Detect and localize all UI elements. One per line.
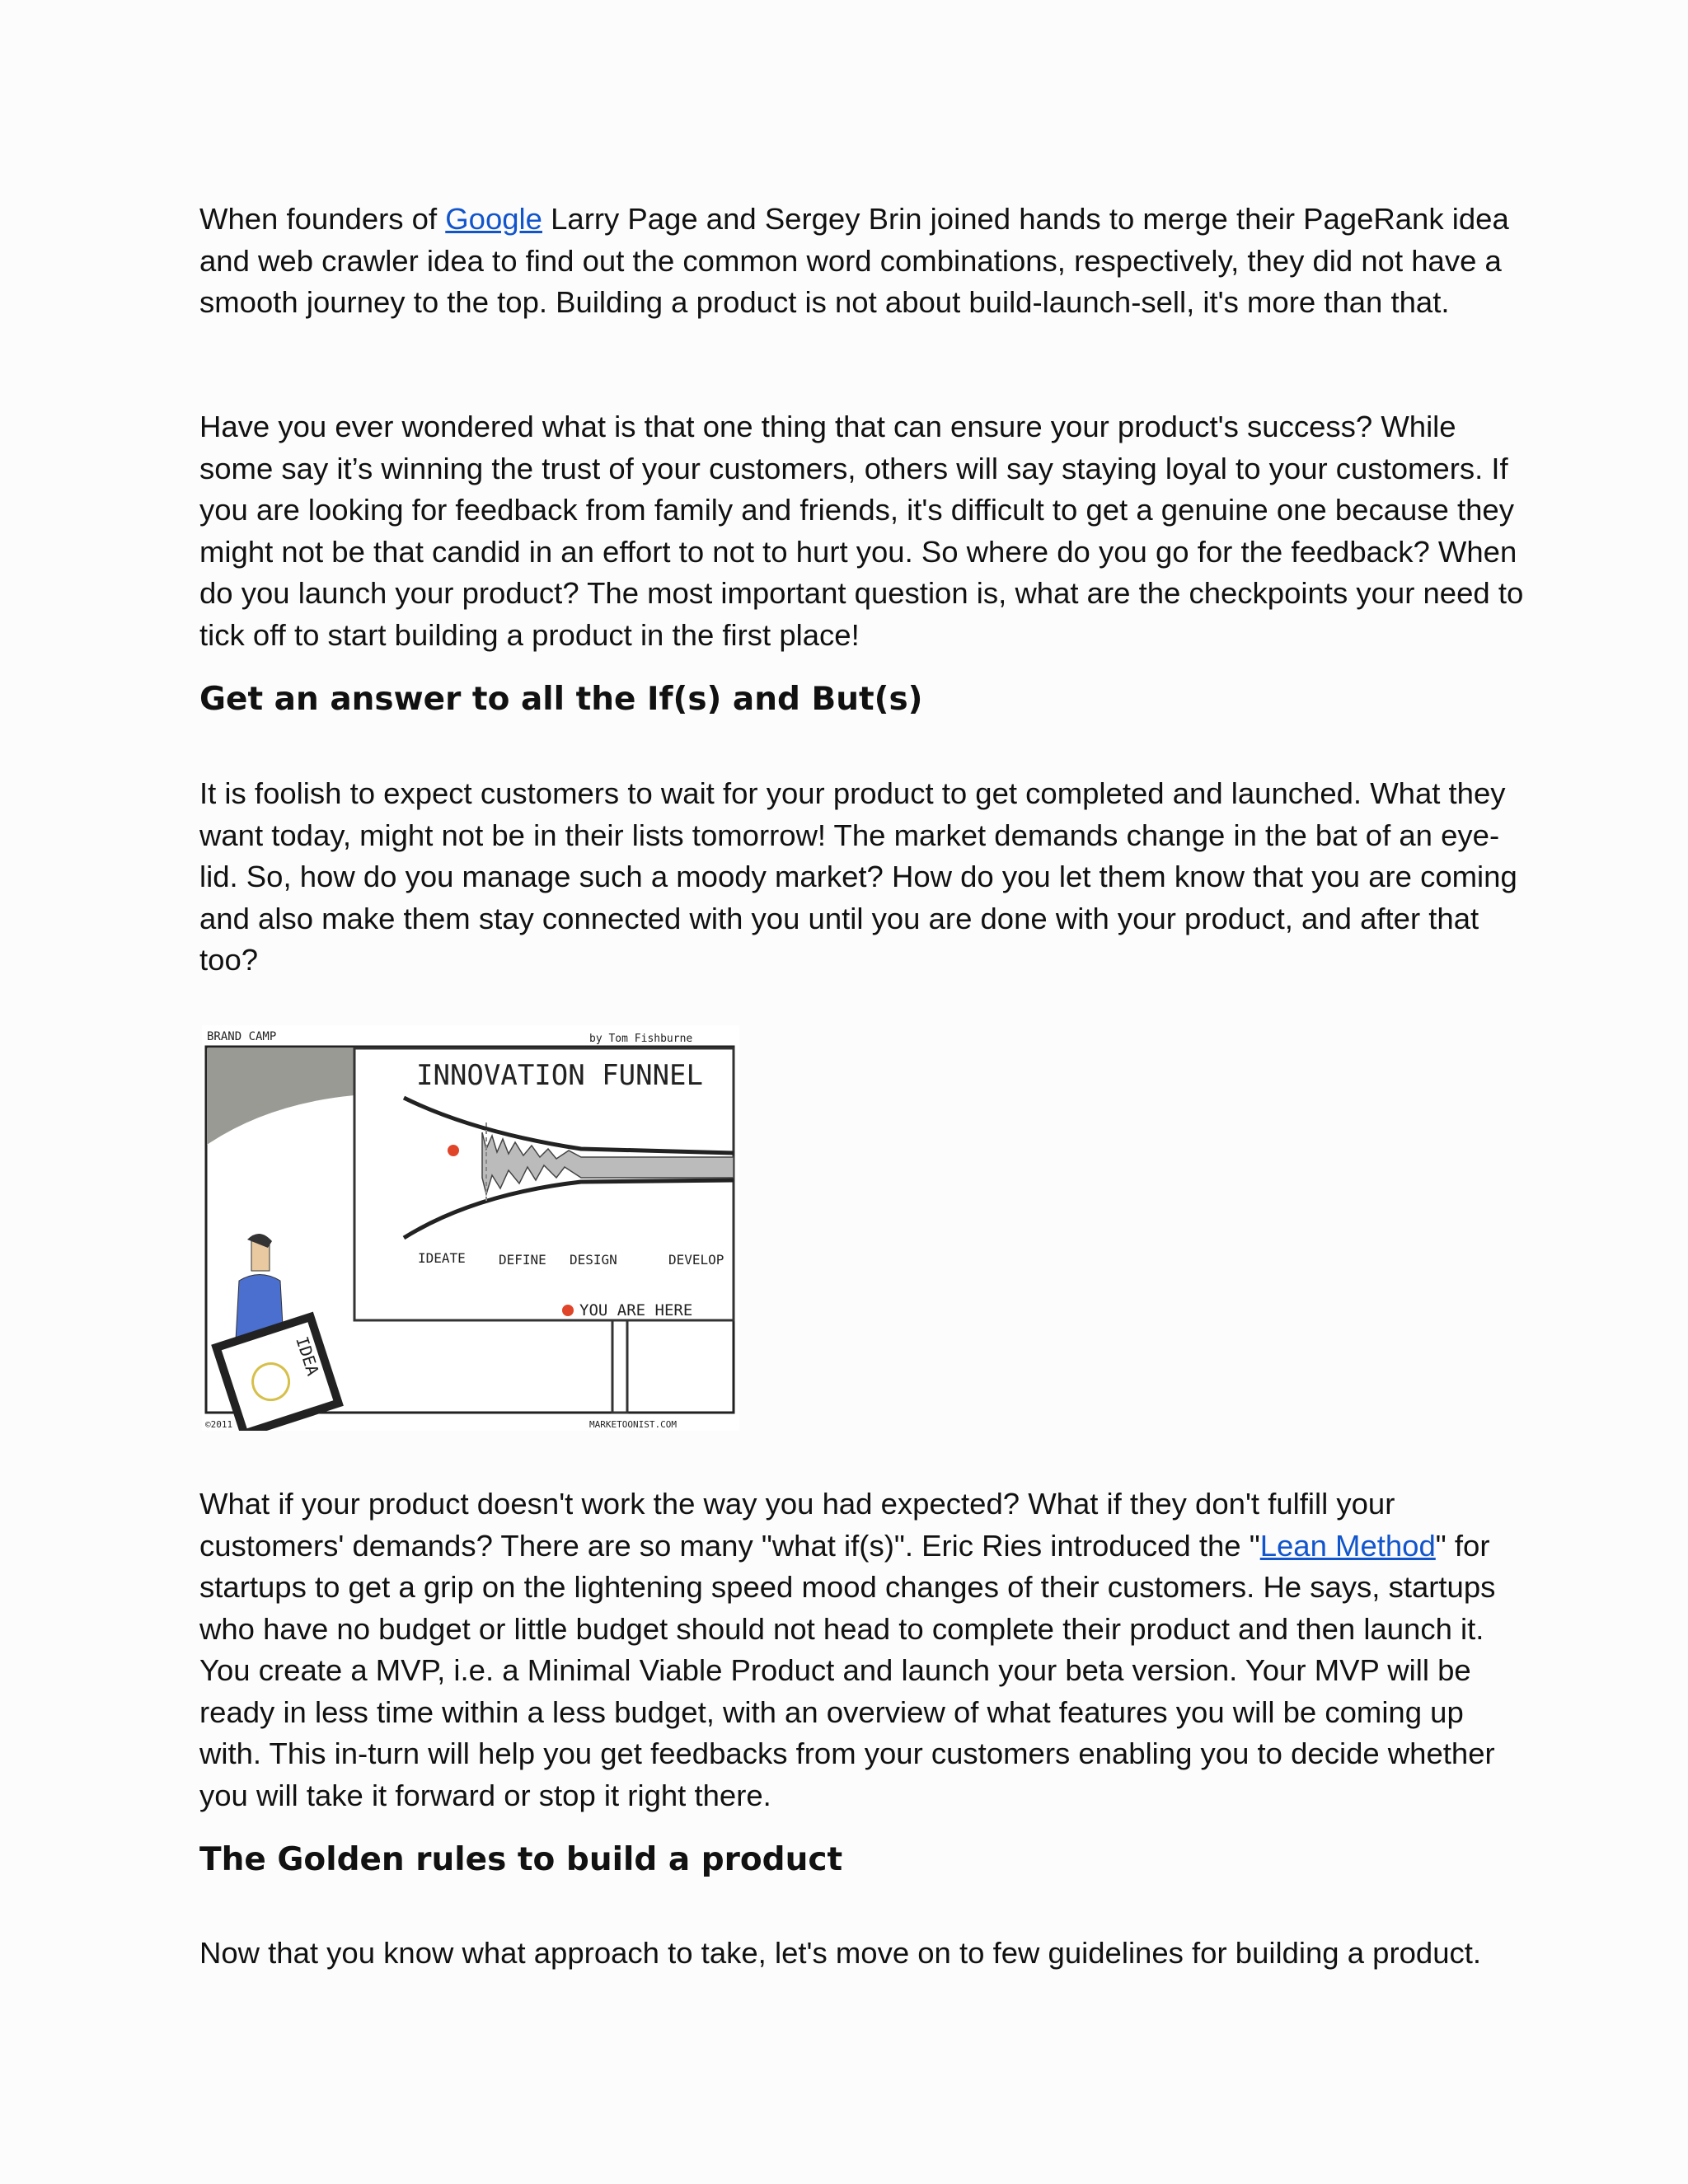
intro-paragraph — [199, 199, 1528, 324]
text: What if your product doesn't work the way you had expected? What if they don't fulfill your customers' demands? There are so many "what if(s)". Eric Ries introduced the " — [199, 1487, 1395, 1563]
section-heading-1: Get an answer to all the If(s) and But(s) — [199, 681, 923, 718]
text: When founders of — [199, 202, 446, 236]
text: " for startups to get a grip on the lightening speed mood changes of their customers. He says, startups who have no budget or little budget should not head to complete their product and then launch it. You create a MVP, i.e. a Minimal Viable Product and launch your beta version. Your MVP will be ready in less time within a less budget, with an overview of what features you will be coming up with. This in-turn will help you get feedbacks from your customers enabling you to decide whether you will take it forward or stop it right there. — [199, 1528, 1496, 1812]
cartoon-site: MARKETOONIST.COM — [589, 1419, 677, 1430]
stage-label: DESIGN — [570, 1252, 617, 1268]
google-link[interactable]: Google — [445, 202, 542, 236]
paragraph-3: It is foolish to expect customers to wait for your product to get completed and launched. What they want today, might not be in their lists tomorrow! The market demands change in the bat of an eye-lid. So, how do you manage such a moody market? How do you let them know that you are coming and also make them stay connected with you until you are done with your product, and after that too? — [199, 776, 1517, 977]
cartoon-image — [202, 1025, 739, 1431]
cartoon-copyright: ©2011 — [205, 1419, 233, 1430]
cartoon-series: BRAND CAMP — [207, 1030, 277, 1043]
you-are-here-label: YOU ARE HERE — [579, 1301, 693, 1319]
you-are-here-dot — [448, 1145, 459, 1156]
idea-sign-text: IDEA — [292, 1333, 323, 1379]
text: Larry Page and Sergey Brin joined hands to merge their PageRank idea and web crawler idea to find out the common word combinations, respectively, they did not have a smooth journey to the top. Building a product is not about build-launch-sell, it's more than that. — [199, 202, 1509, 319]
paragraph-4 — [199, 1483, 1528, 1816]
stage-label: DEVELOP — [668, 1252, 724, 1268]
section-heading-2: The Golden rules to build a product — [199, 1841, 843, 1878]
cartoon-author: by Tom Fishburne — [589, 1033, 693, 1045]
lean-method-link[interactable]: Lean Method — [1259, 1528, 1436, 1563]
cartoon-title: INNOVATION FUNNEL — [416, 1059, 703, 1092]
innovation-funnel-cartoon — [202, 1025, 739, 1431]
paragraph-2: Have you ever wondered what is that one thing that can ensure your product's success? While some say it’s winning the trust of your customers, others will say staying loyal to your customers. If you are looking for feedback from family and friends, it's difficult to get a genuine one because they might not be that candid in an effort to not to hurt you. So where do you go for the feedback? When do you launch your product? The most important question is, what are the checkpoints your need to tick off to start building a product in the first place! — [199, 410, 1524, 652]
stage-label: IDEATE — [418, 1250, 466, 1266]
paragraph-5: Now that you know what approach to take, let's move on to few guidelines for building a product. — [199, 1936, 1482, 1970]
stage-label: DEFINE — [499, 1252, 546, 1268]
